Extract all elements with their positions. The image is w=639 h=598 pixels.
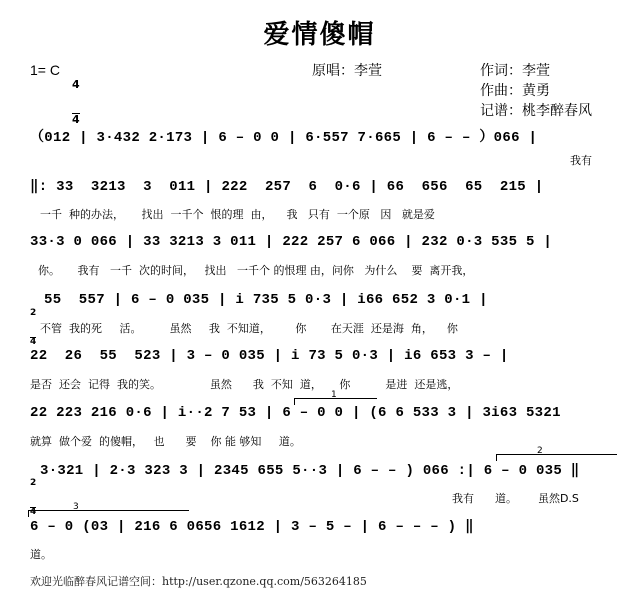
key-signature: 1= C [30,62,60,78]
time-change-top: 2 [30,478,37,488]
composer: 作曲：黄勇 [480,83,550,99]
lyrics-line-2: 一千 种的办法， 找出 一千个 恨的理 由， 我 只有 一个原 因 就是爱 [40,208,435,221]
volta-number: 2 [537,446,543,456]
volta-number: 1 [331,390,337,400]
lyrics-line-8: 道。 [30,548,52,561]
lyrics-line-6: 就算 做个爱 的傻帽， 也 要 你 能 够知 道。 [30,435,301,448]
notation-line-7: 3·321 | 2·3 323 3 | 2345 655 5··3 | 6 – – ) 066 :| 6 – 0 035 ‖ [40,463,580,479]
notation-line-1: （012 | 3·432 2·173 | 6 – 0 0 | 6·557 7·665 | 6 – – ）066 | [30,130,538,146]
notation-line-4: 55 557 | 6 – 0 035 | i 735 5 0·3 | i66 652 3 0·1 | [44,292,488,308]
lyrics-line-3: 你。 我有 一千 次的时间， 找出 一千个 的恨理 由，问你 为什么 要 离开我， [38,264,474,277]
footer-link-text: 欢迎光临醉春风记谱空间：http://user.qzone.qq.com/563264185 [30,575,367,588]
notation-line-2: ‖: 33 3213 3 011 | 222 257 6 0·6 | 66 656 65 215 | [30,179,544,195]
original-singer: 原唱：李萱 [312,63,382,79]
lyrics-line-7: 我有 道。 虽然D.S [452,492,579,505]
notation-line-3: 33·3 0 066 | 33 3213 3 011 | 222 257 6 066 | 232 0·3 535 5 | [30,234,553,250]
volta-bracket-3 [28,502,189,517]
time-signature-bottom: 4 [72,113,80,126]
time-change-top: 2 [30,308,37,318]
notation-line-6: 22 223 216 0·6 | i··2 7 53 | 6 – 0 0 | (6 6 533 3 | 3i63 5321 [30,405,561,421]
notation-line-5: 22 26 55 523 | 3 – 0 035 | i 73 5 0·3 | i6 653 3 – | [30,348,509,364]
lyrics-line-1: 我有 [570,154,592,167]
time-signature-top: 4 [72,78,80,91]
volta-number: 3 [73,502,79,512]
song-title: 爱情傻帽 [263,20,376,50]
time-change-bottom: 4 [30,337,37,347]
lyricist: 作词：李萱 [480,63,550,79]
volta-bracket-2 [496,446,617,461]
notation-line-8: 6 – 0 (03 | 216 6 0656 1612 | 3 – 5 – | 6 – – – ) ‖ [30,519,474,535]
transcriber: 记谱：桃李醉春风 [480,103,592,119]
lyrics-line-5: 是否 还会 记得 我的笑。 虽然 我 不知 道， 你 是进 还是逃， [30,378,459,391]
time-change-bottom: 4 [30,507,37,517]
time-signature [72,57,80,136]
lyrics-line-4: 不管 我的死 活。 虽然 我 不知道， 你 在天涯 还是海 角， 你 [40,322,458,335]
volta-bracket-1 [294,390,377,405]
time-change-2-4 [30,291,36,356]
